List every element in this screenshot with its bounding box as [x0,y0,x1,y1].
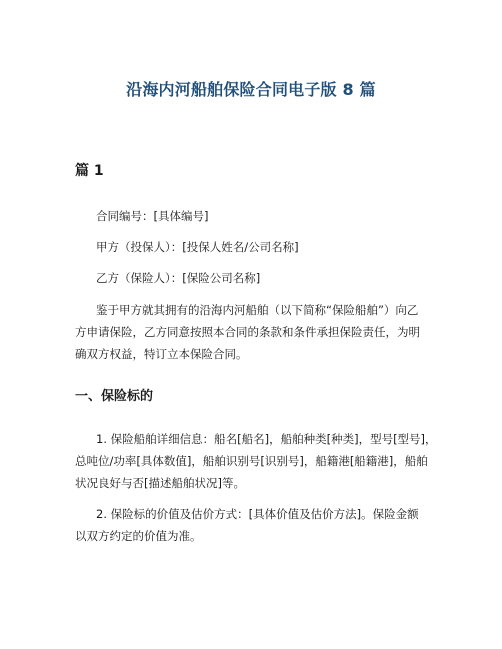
item-1-line: 状况良好与否[描述船舶状况]等。 [75,476,245,490]
intro-line: 鉴于甲方就其拥有的沿海内河船舶（以下简称“保险船舶”）向乙 [96,303,419,317]
document-title: 沿海内河船舶保险合同电子版 8 篇 [126,80,376,99]
section-title: 篇 1 [75,163,104,179]
item-2-line: 以双方约定的价值为准。 [75,529,202,543]
item-1-line: 总吨位/功率[具体数值]，船舶识别号[识别号]，船籍港[船籍港]，船舶 [75,454,428,468]
party-a: 甲方（投保人）：[投保人姓名/公司名称] [96,240,299,254]
intro-line: 方申请保险，乙方同意按照本合同的条款和条件承担保险责任，为明 [75,325,420,339]
intro-line: 确双方权益，特订立本保险合同。 [75,347,248,361]
contract-number: 合同编号：[具体编号] [96,209,209,223]
item-1-line: 1. 保险船舶详细信息：船名[船名]，船舶种类[种类]，型号[型号]， [96,432,437,446]
heading-insured-subject: 一、保险标的 [75,389,154,404]
party-b: 乙方（保险人）：[保险公司名称] [96,271,261,285]
item-2-line: 2. 保险标的价值及估价方式：[具体价值及估价方法]。保险金额 [96,507,419,521]
